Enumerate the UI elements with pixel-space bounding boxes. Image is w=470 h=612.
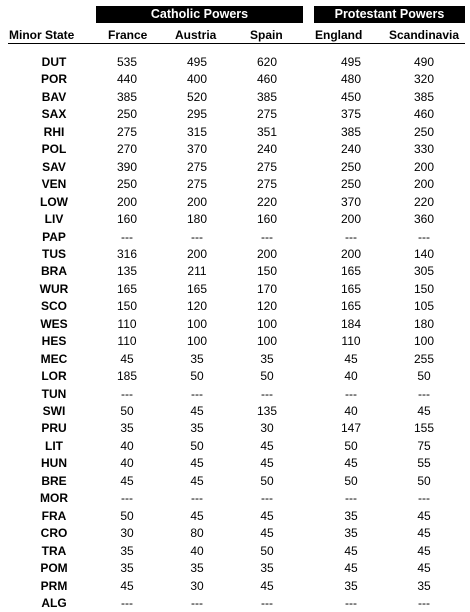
row-state: POM (40, 561, 68, 576)
row-value: 275 (116, 124, 138, 139)
row-state: TUN (41, 386, 67, 401)
row-value: 40 (190, 543, 204, 558)
row-value: 180 (413, 316, 435, 331)
row-value: 45 (417, 404, 431, 418)
row-value: 35 (417, 578, 431, 593)
row-value: 110 (117, 316, 137, 331)
row-value: 100 (186, 316, 208, 331)
row-value: 165 (340, 281, 362, 296)
col-header-spain: Spain (250, 28, 283, 42)
table-row (0, 193, 470, 211)
row-state: TRA (41, 543, 67, 558)
row-value: 295 (186, 107, 208, 122)
table-row (0, 315, 470, 333)
row-value: 250 (413, 124, 435, 139)
row-value: 240 (340, 142, 362, 157)
row-value: 45 (190, 473, 204, 488)
row-value: 30 (260, 421, 274, 436)
row-value: --- (418, 386, 430, 401)
row-state: HES (41, 334, 67, 349)
row-value: 40 (344, 369, 358, 384)
row-value: 200 (413, 177, 435, 192)
row-value: 184 (340, 316, 362, 331)
row-value: 250 (116, 177, 138, 192)
row-value: --- (191, 229, 203, 244)
row-value: 35 (190, 351, 204, 366)
table-row (0, 175, 470, 193)
row-value: 30 (120, 526, 134, 541)
row-value: 35 (260, 561, 274, 576)
table-row (0, 367, 470, 385)
row-value: 35 (120, 543, 134, 558)
row-value: 45 (120, 473, 134, 488)
row-value: 35 (120, 421, 134, 436)
row-value: 450 (340, 89, 362, 104)
row-value: 535 (116, 55, 138, 69)
row-value: --- (418, 491, 430, 506)
table-row (0, 542, 470, 560)
row-value: 375 (340, 107, 362, 122)
row-state: RHI (43, 124, 65, 139)
row-state: MOR (40, 491, 68, 506)
row-value: 250 (116, 107, 138, 122)
row-state: SWI (42, 404, 66, 418)
row-value: --- (191, 595, 203, 610)
header-rule (8, 43, 465, 44)
row-state: PRU (41, 421, 67, 436)
table-row (0, 524, 470, 542)
row-value: 495 (340, 55, 362, 69)
row-value: --- (418, 595, 430, 610)
table-row (0, 385, 470, 403)
row-value: 275 (256, 159, 278, 174)
row-state: LIT (45, 438, 63, 453)
row-value: 50 (344, 438, 358, 453)
row-value: 480 (340, 72, 362, 87)
row-state: LIV (44, 212, 64, 227)
row-value: 147 (340, 421, 362, 436)
table-row (0, 402, 470, 420)
row-value: 275 (256, 107, 278, 122)
table-row (0, 297, 470, 315)
row-value: 150 (256, 264, 278, 279)
table-row (0, 105, 470, 123)
row-value: 120 (186, 299, 208, 314)
row-value: --- (191, 491, 203, 506)
row-value: 385 (256, 89, 278, 104)
row-value: 275 (186, 177, 208, 192)
row-state: LOR (41, 369, 67, 384)
col-header-france: France (108, 28, 148, 42)
row-value: 50 (190, 438, 204, 453)
table-row (0, 350, 470, 368)
table-row (0, 53, 470, 71)
group-header-protestant: Protestant Powers (314, 6, 465, 23)
table-row (0, 437, 470, 455)
table-row (0, 559, 470, 577)
row-value: 45 (190, 404, 204, 418)
table-row (0, 140, 470, 158)
row-value: 35 (344, 578, 358, 593)
group-header-catholic: Catholic Powers (96, 6, 303, 23)
row-value: 35 (260, 351, 274, 366)
row-value: 45 (260, 438, 274, 453)
row-value: 255 (413, 351, 435, 366)
table-row (0, 70, 470, 88)
row-state: POL (41, 142, 67, 157)
row-value: 200 (116, 194, 138, 209)
table-row (0, 228, 470, 246)
row-value: 40 (120, 438, 134, 453)
row-value: 185 (116, 369, 138, 384)
row-value: 140 (413, 246, 435, 261)
row-value: 520 (186, 89, 208, 104)
row-value: 45 (417, 526, 431, 541)
row-value: 275 (256, 177, 278, 192)
row-value: 45 (260, 508, 274, 523)
row-value: 45 (344, 543, 358, 558)
row-state: PAP (42, 229, 66, 244)
row-value: 150 (116, 299, 138, 314)
row-value: 110 (117, 334, 137, 349)
row-value: 45 (120, 351, 134, 366)
row-value: 80 (190, 526, 204, 541)
row-value: 45 (344, 561, 358, 576)
row-value: 390 (116, 159, 138, 174)
row-value: 100 (256, 316, 278, 331)
row-value: 50 (260, 543, 274, 558)
row-value: 100 (256, 334, 278, 349)
row-state: MEC (40, 351, 68, 366)
table-row (0, 262, 470, 280)
table-row (0, 123, 470, 141)
row-value: 620 (256, 55, 278, 69)
row-state: BAV (41, 89, 67, 104)
row-value: 105 (413, 299, 435, 314)
row-value: 160 (116, 212, 138, 227)
row-value: 165 (186, 281, 208, 296)
row-value: 45 (417, 508, 431, 523)
row-value: 35 (120, 561, 134, 576)
row-value: 165 (340, 299, 362, 314)
row-value: 135 (256, 404, 278, 418)
row-value: 45 (344, 351, 358, 366)
row-state: DUT (41, 55, 67, 69)
row-value: 45 (260, 578, 274, 593)
row-state: FRA (41, 508, 67, 523)
row-value: 305 (413, 264, 435, 279)
row-state: CRO (40, 526, 68, 541)
row-value: 45 (417, 543, 431, 558)
row-value: 270 (116, 142, 138, 157)
row-value: 155 (413, 421, 435, 436)
row-value: 316 (116, 246, 138, 261)
table-row (0, 245, 470, 263)
row-value: 200 (256, 246, 278, 261)
row-value: 200 (340, 212, 362, 227)
row-value: 351 (256, 124, 278, 139)
col-header-england: England (315, 28, 363, 42)
row-value: --- (261, 386, 273, 401)
row-state: HUN (41, 456, 67, 471)
row-value: --- (261, 595, 273, 610)
table-row (0, 507, 470, 525)
row-value: 135 (116, 264, 138, 279)
row-value: --- (121, 229, 133, 244)
row-value: 45 (417, 561, 431, 576)
row-value: 320 (413, 72, 435, 87)
row-value: 45 (260, 456, 274, 471)
row-value: 250 (340, 177, 362, 192)
row-state: ALG (41, 595, 67, 610)
table-row (0, 577, 470, 595)
table-row (0, 472, 470, 490)
row-value: --- (121, 491, 133, 506)
row-value: --- (345, 386, 357, 401)
row-value: --- (191, 386, 203, 401)
row-value: 35 (190, 561, 204, 576)
table-row (0, 454, 470, 472)
row-value: --- (261, 491, 273, 506)
row-value: 150 (413, 281, 435, 296)
row-value: 55 (417, 456, 431, 471)
table-row (0, 280, 470, 298)
row-state: SCO (40, 299, 67, 314)
row-value: 200 (186, 246, 208, 261)
row-value: --- (345, 491, 357, 506)
row-value: 40 (120, 456, 134, 471)
row-value: 495 (186, 55, 208, 69)
row-value: --- (121, 595, 133, 610)
row-value: 110 (341, 334, 361, 349)
row-value: 50 (260, 473, 274, 488)
col-header-scandinavia: Scandinavia (389, 28, 460, 42)
row-value: --- (121, 386, 133, 401)
col-header-state: Minor State (9, 28, 75, 42)
row-state: BRA (41, 264, 67, 279)
row-value: 170 (256, 281, 278, 296)
row-value: 50 (260, 369, 274, 384)
row-value: --- (345, 229, 357, 244)
row-value: 50 (120, 508, 134, 523)
row-value: 165 (116, 281, 138, 296)
row-value: --- (261, 229, 273, 244)
row-value: 385 (116, 89, 138, 104)
row-value: 50 (417, 473, 431, 488)
row-state: BRE (41, 473, 67, 488)
table-row (0, 158, 470, 176)
row-state: WUR (39, 281, 69, 296)
row-value: 180 (186, 212, 208, 227)
row-state: VEN (41, 177, 67, 192)
row-value: 45 (190, 456, 204, 471)
row-value: 45 (260, 526, 274, 541)
row-value: --- (418, 229, 430, 244)
row-value: 30 (190, 578, 204, 593)
table-row (0, 594, 470, 612)
row-value: 45 (190, 508, 204, 523)
row-value: 440 (116, 72, 138, 87)
row-value: 200 (340, 246, 362, 261)
row-value: 50 (120, 404, 134, 418)
row-value: --- (345, 595, 357, 610)
row-state: SAX (41, 107, 67, 122)
row-value: 220 (413, 194, 435, 209)
row-value: 211 (187, 264, 207, 279)
row-value: 250 (340, 159, 362, 174)
row-value: 35 (190, 421, 204, 436)
row-value: 385 (413, 89, 435, 104)
table-row (0, 489, 470, 507)
row-state: LOW (40, 194, 68, 209)
row-value: 360 (413, 212, 435, 227)
row-value: 165 (340, 264, 362, 279)
row-value: 100 (186, 334, 208, 349)
row-value: 460 (413, 107, 435, 122)
row-value: 315 (186, 124, 208, 139)
row-value: 35 (344, 508, 358, 523)
row-state: WES (40, 316, 68, 331)
row-value: 50 (344, 473, 358, 488)
row-value: 400 (186, 72, 208, 87)
table-row (0, 419, 470, 437)
row-value: 50 (417, 369, 431, 384)
row-state: SAV (42, 159, 66, 174)
row-value: 240 (256, 142, 278, 157)
row-value: 385 (340, 124, 362, 139)
row-value: 200 (186, 194, 208, 209)
row-value: 220 (256, 194, 278, 209)
row-state: PRM (40, 578, 68, 593)
row-value: 40 (344, 404, 358, 418)
col-header-austria: Austria (175, 28, 217, 42)
table-row (0, 88, 470, 106)
row-state: POR (40, 72, 67, 87)
row-value: 200 (413, 159, 435, 174)
row-value: 45 (344, 456, 358, 471)
row-value: 275 (186, 159, 208, 174)
row-value: 370 (186, 142, 208, 157)
row-value: 50 (190, 369, 204, 384)
row-value: 490 (413, 55, 435, 69)
row-value: 160 (256, 212, 278, 227)
row-value: 45 (120, 578, 134, 593)
table-row (0, 210, 470, 228)
row-value: 75 (417, 438, 431, 453)
row-value: 330 (413, 142, 435, 157)
row-value: 370 (340, 194, 362, 209)
row-value: 35 (344, 526, 358, 541)
row-value: 100 (413, 334, 435, 349)
row-value: 460 (256, 72, 278, 87)
table-row (0, 332, 470, 350)
row-value: 120 (256, 299, 278, 314)
row-state: TUS (42, 246, 66, 261)
